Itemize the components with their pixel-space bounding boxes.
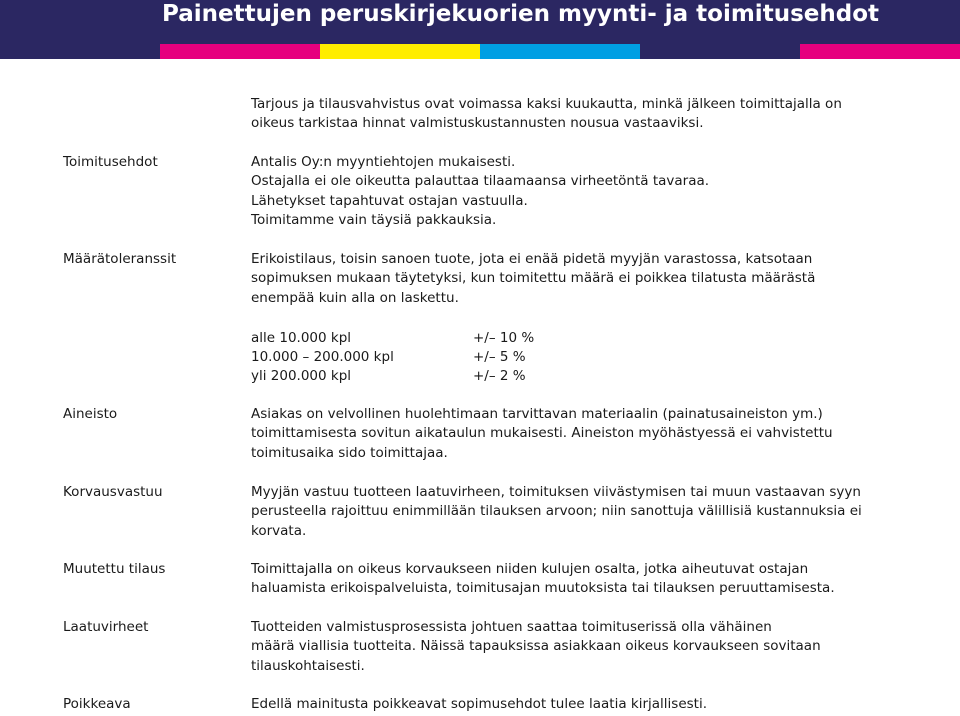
color-stripe: [0, 44, 960, 59]
stripe-segment: [160, 44, 320, 59]
tolerance-range: alle 10.000 kpl: [251, 330, 352, 346]
tolerance-value: +/– 5 %: [473, 349, 526, 365]
text-line: Ostajalla ei ole oikeutta palauttaa tilaamaansa virheetöntä tavaraa.: [251, 173, 710, 190]
text-line: Toimitamme vain täysiä pakkauksia.: [251, 212, 497, 229]
intro-paragraph: [251, 95, 881, 134]
tolerance-range: 10.000 – 200.000 kpl: [251, 349, 394, 365]
section-text-toimitusehdot: [251, 153, 881, 231]
section-label-laatuvirheet: Laatuvirheet: [63, 619, 149, 635]
section-label-aineisto: Aineisto: [63, 406, 118, 422]
text-line: sopimuksen mukaan täytetyksi, kun toimitettu määrä ei poikkea tilatusta määrästä: [251, 270, 816, 287]
text-line: haluamista erikoispalveluista, toimitusajan muutoksista tai tilauksen peruuttamisesta.: [251, 580, 835, 597]
text-line: Tuotteiden valmistusprosessista johtuen saattaa toimituserissä olla vähäinen: [251, 619, 772, 635]
stripe-segment: [480, 44, 640, 59]
intro-line: Tarjous ja tilausvahvistus ovat voimassa kaksi kuukautta, minkä jälkeen toimittajalla on: [251, 96, 842, 112]
tolerance-value: +/– 2 %: [473, 368, 526, 384]
text-line: perusteella rajoittuu enimmillään tilauksen arvoon; niin sanottuja välillisiä kustannuksia ei: [251, 503, 862, 520]
stripe-segment: [320, 44, 480, 59]
stripe-segment: [0, 44, 160, 59]
text-line: toimitusaika sido toimittajaa.: [251, 444, 448, 461]
section-text-maaratoleranssit: [251, 250, 881, 308]
text-line: määrä viallisia tuotteita. Näissä tapauksissa asiakkaan oikeus korvaukseen sovitaan: [251, 638, 821, 655]
text-line: enempää kuin alla on laskettu.: [251, 289, 459, 306]
text-line: Myyjän vastuu tuotteen laatuvirheen, toimituksen viivästymisen tai muun vastaavan syyn: [251, 484, 861, 500]
header-bar: [0, 0, 960, 44]
text-line: korvata.: [251, 522, 307, 539]
section-text-aineisto: [251, 405, 881, 463]
stripe-segment: [640, 44, 800, 59]
section-text-laatuvirheet: [251, 618, 881, 676]
intro-line: oikeus tarkistaa hinnat valmistuskustannusten nousua vastaaviksi.: [251, 115, 704, 132]
text-line: Edellä mainitusta poikkeavat sopimusehdot tulee laatia kirjallisesti.: [251, 696, 707, 712]
tolerance-range: yli 200.000 kpl: [251, 368, 352, 384]
section-label-muutettu-tilaus: Muutettu tilaus: [63, 561, 166, 577]
text-line: toimittamisesta sovitun aikataulun mukaisesti. Aineiston myöhästyessä ei vahvistettu: [251, 425, 833, 442]
text-line: Asiakas on velvollinen huolehtimaan tarvittavan materiaalin (painatusaineiston ym.): [251, 406, 823, 422]
text-line: tilauskohtaisesti.: [251, 657, 365, 674]
section-text-poikkeava: [251, 695, 881, 714]
section-text-korvausvastuu: [251, 483, 881, 541]
tolerance-value: +/– 10 %: [473, 330, 535, 346]
section-label-maaratoleranssit: Määrätoleranssit: [63, 251, 177, 267]
text-line: Toimittajalla on oikeus korvaukseen niiden kulujen osalta, jotka aiheutuvat ostajan: [251, 561, 809, 577]
section-label-toimitusehdot: Toimitusehdot: [63, 154, 158, 170]
text-line: Lähetykset tapahtuvat ostajan vastuulla.: [251, 192, 528, 209]
page-title: Painettujen peruskirjekuorien myynti- ja toimitusehdot: [162, 1, 879, 27]
section-text-muutettu-tilaus: [251, 560, 881, 599]
text-line: Erikoistilaus, toisin sanoen tuote, jota ei enää pidetä myyjän varastossa, katsotaan: [251, 251, 813, 267]
section-label-poikkeava: Poikkeava: [63, 696, 131, 712]
section-label-korvausvastuu: Korvausvastuu: [63, 484, 163, 500]
stripe-segment: [800, 44, 960, 59]
text-line: Antalis Oy:n myyntiehtojen mukaisesti.: [251, 154, 516, 170]
